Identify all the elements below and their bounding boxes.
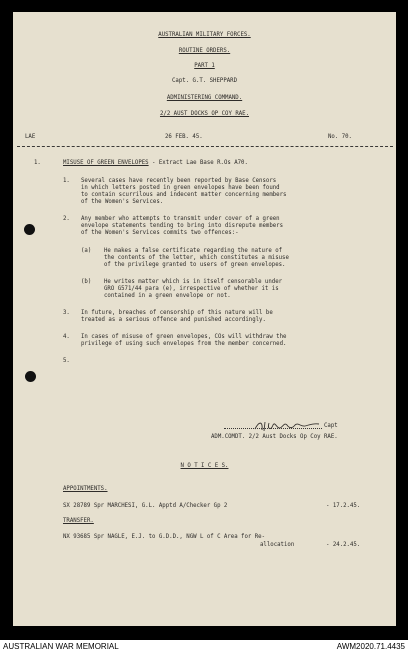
transfer-date: - 24.2.45. [326, 542, 361, 548]
header-line-part: PART 1 [194, 63, 215, 69]
para-1-line: of the Women's Services. [81, 199, 164, 205]
signature-line [224, 428, 322, 429]
header-line-command: ADMINISTERING COMMAND. [166, 95, 243, 101]
transfer-entry-continued: allocation [260, 542, 295, 548]
para-1-line: Several cases have recently been reported by Base Censors [81, 178, 277, 184]
header-line-unit: 2/2 AUST DOCKS OP COY RAE. [159, 111, 250, 117]
punch-hole-top [24, 224, 35, 235]
para-3-number: 3. [63, 310, 70, 316]
item-title-suffix: - Extract Lae Base R.Os A70. [148, 160, 248, 166]
sub-b-line: He writes matter which is in itself censorable under [104, 279, 283, 285]
para-1-line: to contain scurrilous and indecent matter concerning members [81, 192, 287, 198]
dateline-number: No. 70. [328, 134, 352, 140]
item-title: MISUSE OF GREEN ENVELOPES [63, 160, 149, 166]
header-line-officer: Capt. G.T. SHEPPARD [171, 78, 238, 84]
sub-a-label: (a) [81, 248, 92, 254]
sub-a-line: of the privilege granted to users of green envelopes. [104, 262, 286, 268]
document-page [13, 12, 396, 626]
sub-a-line: the contents of the letter, which constitutes a misuse [104, 255, 289, 261]
footer-bar [0, 640, 408, 653]
para-2-line: envelope statements tending to bring into disrepute members [81, 223, 284, 229]
dateline-place: LAE [25, 134, 36, 140]
para-2-number: 2. [63, 216, 70, 222]
sub-a-line: He makes a false certificate regarding the nature of [104, 248, 283, 254]
header-line-routine-orders: ROUTINE ORDERS. [178, 48, 231, 54]
appointment-date: - 17.2.45. [326, 503, 361, 509]
header-line-forces: AUSTRALIAN MILITARY FORCES. [158, 32, 251, 38]
para-4-line: In cases of misuse of green envelopes, COs will withdraw the [81, 334, 287, 340]
sub-b-label: (b) [81, 279, 92, 285]
signature-rank: Capt [324, 423, 338, 429]
notices-title: N O T I C E S. [180, 463, 229, 469]
transfer-entry: NX 93685 Spr NAGLE, E.J. to G.D.D., NGW L of C Area for Re- [63, 534, 266, 540]
para-3-line: In future, breaches of censorship of this nature will be [81, 310, 273, 316]
punch-hole-bottom [25, 371, 36, 382]
para-2-line: of the Women's Services commits two offences:- [81, 230, 239, 236]
para-1-line: in which letters posted in green envelopes have been found [81, 185, 280, 191]
para-3-line: treated as a serious offence and punished accordingly. [81, 317, 266, 323]
para-4-line: privilege of using such envelopes from the member concerned. [81, 341, 287, 347]
para-2-line: Any member who attempts to transmit under cover of a green [81, 216, 280, 222]
para-5-number: 5. [63, 358, 70, 364]
appointment-entry: SX 28789 Spr MARCHESI, G.L. Apptd A/Checker Gp 2 [63, 503, 228, 509]
item-number: 1. [34, 160, 41, 166]
sub-b-line: contained in a green envelope or not. [104, 293, 231, 299]
dateline-date: 26 FEB. 45. [165, 134, 203, 140]
footer-credit: AUSTRALIAN WAR MEMORIAL [3, 642, 119, 651]
dateline-divider [17, 146, 393, 147]
appointments-heading: APPOINTMENTS. [63, 486, 108, 492]
signature-scrawl [253, 419, 325, 433]
signature-block: ADM.COMDT. 2/2 Aust Docks Op Coy RAE. [211, 434, 338, 440]
footer-accession-number: AWM2020.71.4435 [336, 642, 405, 651]
item-title-line [63, 160, 248, 167]
transfer-heading: TRANSFER. [63, 518, 94, 524]
para-4-number: 4. [63, 334, 70, 340]
sub-b-line: GRO G571/44 para (e), irrespective of whether it is [104, 286, 279, 292]
para-1-number: 1. [63, 178, 70, 184]
